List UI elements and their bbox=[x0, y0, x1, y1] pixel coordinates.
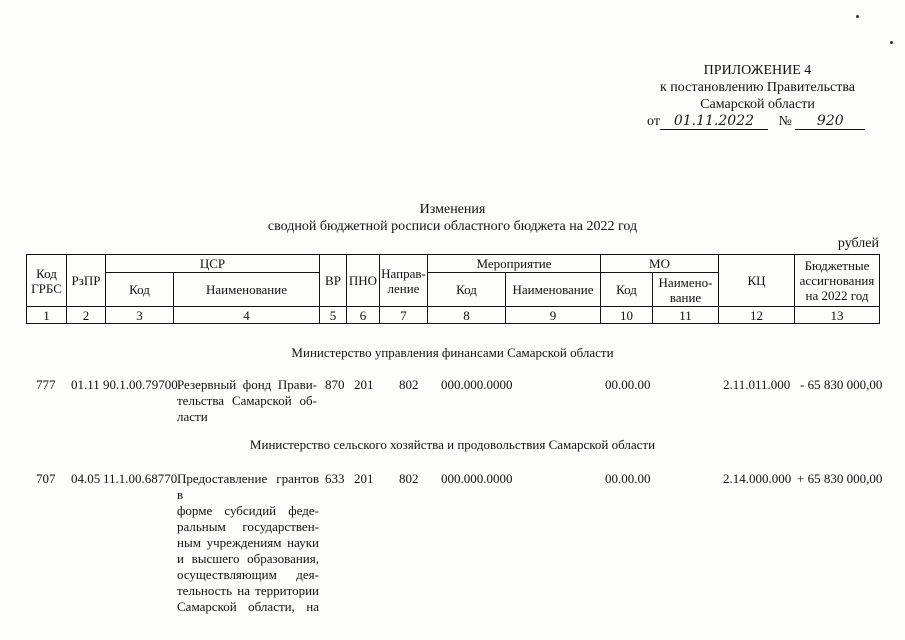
col-vr-header: ВР bbox=[320, 255, 347, 307]
cell-vr: 633 bbox=[325, 471, 345, 486]
number-prefix: № bbox=[778, 114, 792, 129]
cell-grbs: 777 bbox=[36, 377, 56, 392]
col-number: 5 bbox=[320, 307, 347, 324]
handwritten-date: 01.11.2022 bbox=[660, 113, 768, 130]
cell-kc: 2.14.000.000 bbox=[723, 471, 792, 486]
col-event-name-header: Наименование bbox=[506, 273, 601, 307]
section-heading: Министерство сельского хозяйства и продовольствия Самарской области bbox=[249, 437, 656, 452]
col-number: 8 bbox=[428, 307, 506, 324]
col-budget-header: Бюджетные ассигнования на 2022 год bbox=[795, 255, 880, 307]
appendix-line-3: Самарской области bbox=[700, 97, 815, 112]
col-number: 9 bbox=[506, 307, 601, 324]
appendix-block bbox=[600, 62, 905, 113]
col-number: 10 bbox=[601, 307, 653, 324]
cell-csr-code: 11.1.00.68770 bbox=[103, 471, 178, 486]
date-prefix: от bbox=[647, 114, 660, 129]
col-number: 1 bbox=[27, 307, 67, 324]
col-direction-header: Направ- ление bbox=[380, 255, 428, 307]
col-pno-header: ПНО bbox=[347, 255, 380, 307]
col-csr-header: ЦСР bbox=[106, 255, 320, 273]
cell-event-code: 000.000.0000 bbox=[441, 377, 513, 392]
header-table bbox=[26, 254, 880, 324]
col-number: 4 bbox=[174, 307, 320, 324]
cell-event-code: 000.000.0000 bbox=[441, 471, 513, 486]
col-mo-code-header: Код bbox=[601, 273, 653, 307]
col-event-header: Мероприятие bbox=[428, 255, 601, 273]
unit-label: рублей bbox=[837, 236, 879, 251]
cell-csr-code: 90.1.00.79700 bbox=[103, 377, 178, 392]
scan-speck bbox=[890, 41, 893, 44]
col-mo-name-header: Наимено- вание bbox=[653, 273, 719, 307]
cell-pno: 201 bbox=[354, 377, 374, 392]
col-number: 2 bbox=[67, 307, 106, 324]
cell-grbs: 707 bbox=[36, 471, 56, 486]
col-number: 12 bbox=[719, 307, 795, 324]
col-number: 11 bbox=[653, 307, 719, 324]
cell-kc: 2.11.011.000 bbox=[723, 377, 791, 392]
col-number: 13 bbox=[795, 307, 880, 324]
col-mo-header: МО bbox=[601, 255, 719, 273]
section-heading: Министерство управления финансами Самарской области bbox=[291, 345, 614, 360]
col-number: 7 bbox=[380, 307, 428, 324]
cell-mo-code: 00.00.00 bbox=[605, 377, 651, 392]
cell-mo-code: 00.00.00 bbox=[605, 471, 651, 486]
col-grbs-header: Код ГРБС bbox=[27, 255, 67, 307]
doc-title-line-1: Изменения bbox=[419, 202, 486, 217]
col-csr-name-header: Наименование bbox=[174, 273, 320, 307]
cell-direction: 802 bbox=[399, 471, 419, 486]
cell-csr-name: Предоставление грантов в форме субсидий феде- ральным государствен- ным учреждениям науки и высшего образования, осуществляющим дея- тельность на территории Самарской области, на bbox=[177, 471, 319, 614]
doc-title-line-2: сводной бюджетной росписи областного бюджета на 2022 год bbox=[267, 219, 638, 234]
col-event-code-header: Код bbox=[428, 273, 506, 307]
col-rzpr-header: РзПР bbox=[67, 255, 106, 307]
cell-csr-name: Резервный фонд Прави- тельства Самарской об- ласти bbox=[177, 377, 317, 424]
cell-vr: 870 bbox=[325, 377, 345, 392]
appendix-line-2: к постановлению Правительства bbox=[659, 80, 856, 95]
cell-pno: 201 bbox=[354, 471, 374, 486]
col-number: 3 bbox=[106, 307, 174, 324]
cell-direction: 802 bbox=[399, 377, 419, 392]
col-csr-code-header: Код bbox=[106, 273, 174, 307]
appendix-date-line bbox=[647, 113, 865, 130]
cell-amount: - 65 830 000,00 bbox=[800, 377, 883, 392]
cell-rzpr: 04.05 bbox=[71, 471, 101, 486]
handwritten-number: 920 bbox=[795, 113, 865, 130]
col-kc-header: КЦ bbox=[719, 255, 795, 307]
cell-amount: + 65 830 000,00 bbox=[797, 471, 883, 486]
appendix-title: ПРИЛОЖЕНИЕ 4 bbox=[703, 63, 812, 78]
cell-rzpr: 01.11 bbox=[71, 377, 100, 392]
col-number: 6 bbox=[347, 307, 380, 324]
scan-speck bbox=[856, 15, 859, 18]
